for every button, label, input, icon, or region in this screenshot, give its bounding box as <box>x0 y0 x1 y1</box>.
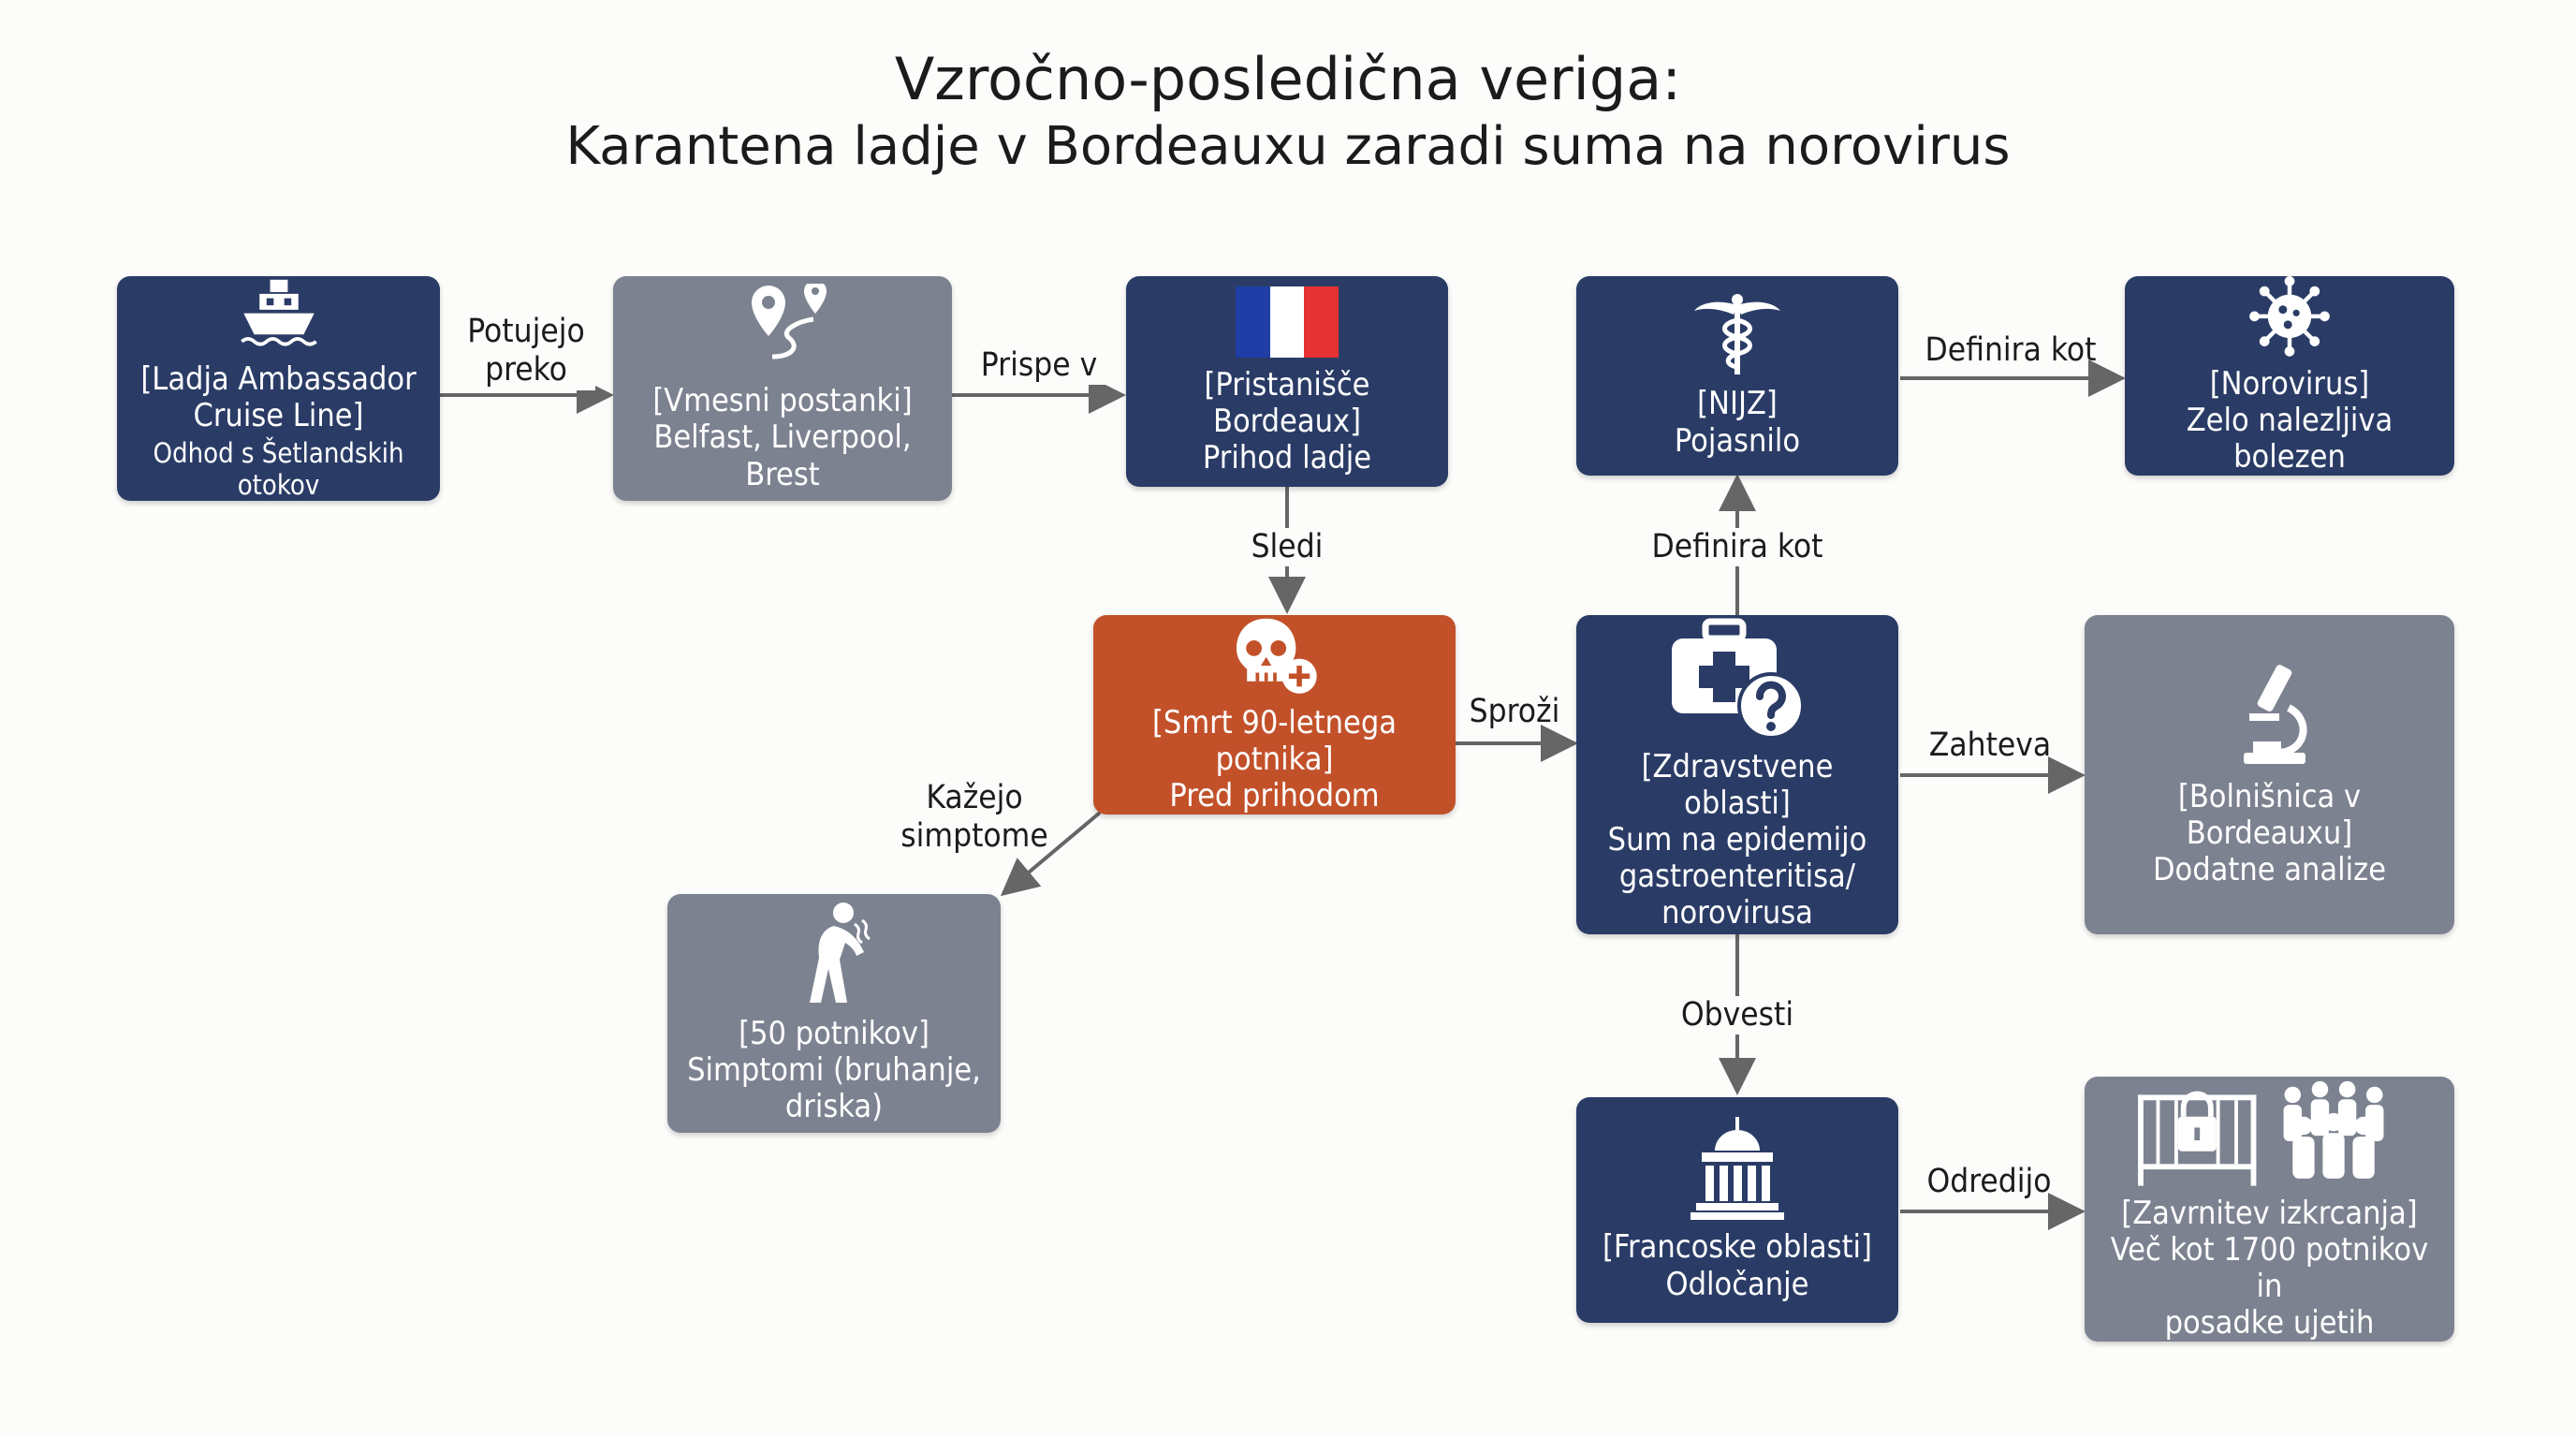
diagram-title: Vzročno-posledična veriga: <box>894 45 1682 113</box>
node-french <box>1576 1097 1898 1323</box>
node-passengers-detail-2: driska) <box>784 1088 884 1126</box>
node-ship-title-2: Cruise Line] <box>193 397 364 435</box>
node-quarantine-detail-1: Več kot 1700 potnikov in <box>2110 1230 2429 1305</box>
edge-label-french-quarantine: Odredijo <box>1926 1163 2052 1200</box>
diagram-subtitle: Karantena ladje v Bordeauxu zaradi suma na norovirus <box>565 116 2011 177</box>
edge-label-health-hospital: Zahteva <box>1928 726 2052 764</box>
french-flag-icon <box>1236 286 1339 358</box>
node-health-detail-3: norovirusa <box>1661 894 1813 932</box>
node-norovirus <box>2125 276 2454 476</box>
node-passengers-detail-1: Simptomi (bruhanje, <box>687 1050 981 1089</box>
node-health-detail-2: gastroenteritisa/ <box>1618 858 1856 896</box>
node-death-detail: Pred prihodom <box>1169 776 1380 814</box>
node-stops-title: [Vmesni postanki] <box>652 382 913 420</box>
node-quarantine-detail-2: posadke ujetih <box>2164 1303 2375 1342</box>
edge-label-port-death: Sledi <box>1236 528 1339 566</box>
skull-icon <box>1228 615 1322 696</box>
node-ship <box>117 276 440 501</box>
node-ship-title: [Ladja Ambassador <box>140 360 417 399</box>
node-norovirus-detail: Zelo nalezljiva bolezen <box>2186 401 2393 476</box>
node-stops <box>613 276 952 501</box>
node-passengers-title: [50 potnikov] <box>739 1014 929 1052</box>
node-death <box>1093 615 1456 814</box>
node-port <box>1126 276 1448 487</box>
edge-label-health-french: Obvesti <box>1676 996 1799 1034</box>
edge-label-death-health: Sproži <box>1469 693 1560 730</box>
edge-label-death-passengers: Kažejo simptome <box>900 779 1048 856</box>
node-nijz-detail: Pojasnilo <box>1674 421 1801 460</box>
government-building-icon <box>1690 1117 1784 1220</box>
edge-label-health-nijz: Definira kot <box>1644 528 1831 566</box>
edge-label-stops-port: Prispe v <box>964 346 1114 385</box>
locked-gate-crowd-icon <box>2134 1077 2406 1186</box>
node-nijz-title: [NIJZ] <box>1697 385 1778 423</box>
edge-label-nijz-norovirus: Definira kot <box>1925 331 2097 369</box>
node-ship-detail: Odhod s Šetlandskih otokov <box>153 437 404 501</box>
node-nijz <box>1576 276 1898 476</box>
node-port-title: [Pristanišče Bordeaux] <box>1204 365 1370 440</box>
edge-label-ship-stops: Potujejo preko <box>457 313 595 390</box>
node-hospital <box>2085 615 2454 934</box>
medical-kit-question-icon <box>1672 618 1803 740</box>
node-port-detail: Prihod ladje <box>1202 439 1372 477</box>
node-french-detail: Odločanje <box>1665 1265 1809 1303</box>
ship-icon <box>234 276 324 352</box>
node-quarantine <box>2085 1077 2454 1342</box>
caduceus-icon <box>1692 292 1782 376</box>
node-hospital-title: [Bolnišnica v Bordeauxu] <box>2177 777 2362 852</box>
node-french-title: [Francoske oblasti] <box>1602 1228 1872 1267</box>
node-health-title: [Zdravstvene oblasti] <box>1641 747 1834 822</box>
node-passengers <box>667 894 1001 1133</box>
sick-person-icon <box>797 902 871 1006</box>
node-norovirus-title: [Norovirus] <box>2209 364 2370 403</box>
node-quarantine-title: [Zavrnitev izkrcanja] <box>2121 1194 2418 1232</box>
node-health <box>1576 615 1898 934</box>
microscope-icon <box>2225 661 2315 770</box>
node-stops-detail: Belfast, Liverpool, Brest <box>653 418 912 493</box>
node-health-detail-1: Sum na epidemijo <box>1607 820 1867 858</box>
node-death-title: [Smrt 90-letnega potnika] <box>1151 703 1398 778</box>
virus-icon <box>2245 276 2334 357</box>
route-pin-icon <box>731 284 834 374</box>
node-hospital-detail: Dodatne analize <box>2152 851 2387 889</box>
